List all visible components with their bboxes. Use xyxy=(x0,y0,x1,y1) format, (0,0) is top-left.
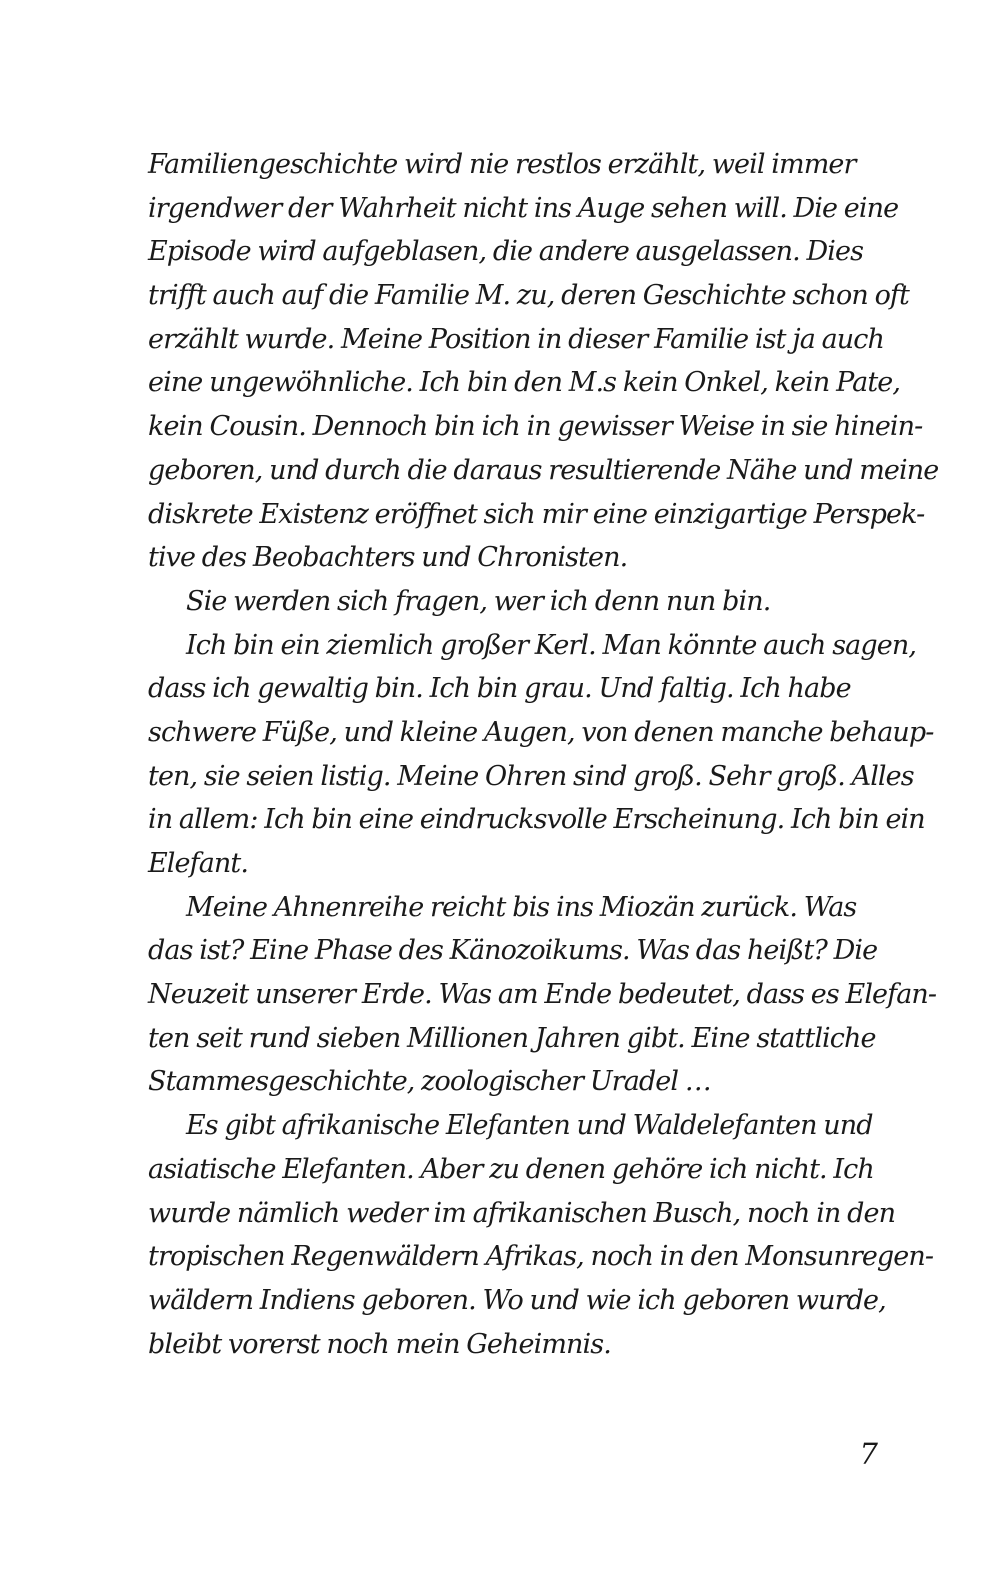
text-line: schwere Füße, und kleine Augen, von denen manche behaup- xyxy=(148,716,934,748)
text-line: trifft auch auf die Familie M. zu, deren Geschichte schon oft xyxy=(148,280,909,312)
text-line: erzählt wurde. Meine Position in dieser Familie ist ja auch xyxy=(148,323,885,355)
text-line: bleibt vorerst noch mein Geheimnis. xyxy=(148,1328,611,1360)
text-line: in allem: Ich bin eine eindrucksvolle Erscheinung. Ich bin ein xyxy=(148,804,925,836)
text-line: irgendwer der Wahrheit nicht ins Auge sehen will. Die eine xyxy=(148,192,899,224)
text-line: kein Cousin. Dennoch bin ich in gewisser Weise in sie hinein- xyxy=(148,411,923,443)
text-line: Stammesgeschichte, zoologischer Uradel … xyxy=(148,1066,711,1098)
text-line: dass ich gewaltig bin. Ich bin grau. Und faltig. Ich habe xyxy=(148,673,851,705)
paragraph-start-line: Es gibt afrikanische Elefanten und Waldelefanten und xyxy=(186,1110,873,1142)
text-line: tropischen Regenwäldern Afrikas, noch in den Monsunregen- xyxy=(148,1241,934,1273)
text-line: asiatische Elefanten. Aber zu denen gehöre ich nicht. Ich xyxy=(148,1153,874,1185)
text-line: wurde nämlich weder im afrikanischen Busch, noch in den xyxy=(148,1197,896,1229)
text-line: das ist? Eine Phase des Känozoikums. Was das heißt? Die xyxy=(148,935,878,967)
text-line: tive des Beobachters und Chronisten. xyxy=(148,542,628,574)
paragraph-start-line: Sie werden sich fragen, wer ich denn nun bin. xyxy=(186,585,771,617)
text-line: Elefant. xyxy=(148,848,249,879)
text-line: Episode wird aufgeblasen, die andere ausgelassen. Dies xyxy=(148,236,864,268)
text-line: Familiengeschichte wird nie restlos erzählt, weil immer xyxy=(148,149,856,180)
text-line: Neuzeit unserer Erde. Was am Ende bedeutet, dass es Elefan- xyxy=(148,979,937,1011)
text-line: wäldern Indiens geboren. Wo und wie ich geboren wurde, xyxy=(148,1284,886,1316)
text-line: ten, sie seien listig. Meine Ohren sind groß. Sehr groß. Alles xyxy=(148,760,914,792)
page-number: 7 xyxy=(859,1437,878,1471)
paragraph-start-line: Ich bin ein ziemlich großer Kerl. Man könnte auch sagen, xyxy=(186,629,917,661)
text-line: geboren, und durch die daraus resultierende Nähe und meine xyxy=(148,454,939,486)
text-line: eine ungewöhnliche. Ich bin den M.s kein Onkel, kein Pate, xyxy=(148,367,901,399)
text-line: diskrete Existenz eröffnet sich mir eine einzigartige Perspek- xyxy=(148,498,925,530)
body-text xyxy=(148,143,939,1366)
paragraph-start-line: Meine Ahnenreihe reicht bis ins Miozän zurück. Was xyxy=(186,891,857,923)
text-line: ten seit rund sieben Millionen Jahren gibt. Eine stattliche xyxy=(148,1022,876,1054)
